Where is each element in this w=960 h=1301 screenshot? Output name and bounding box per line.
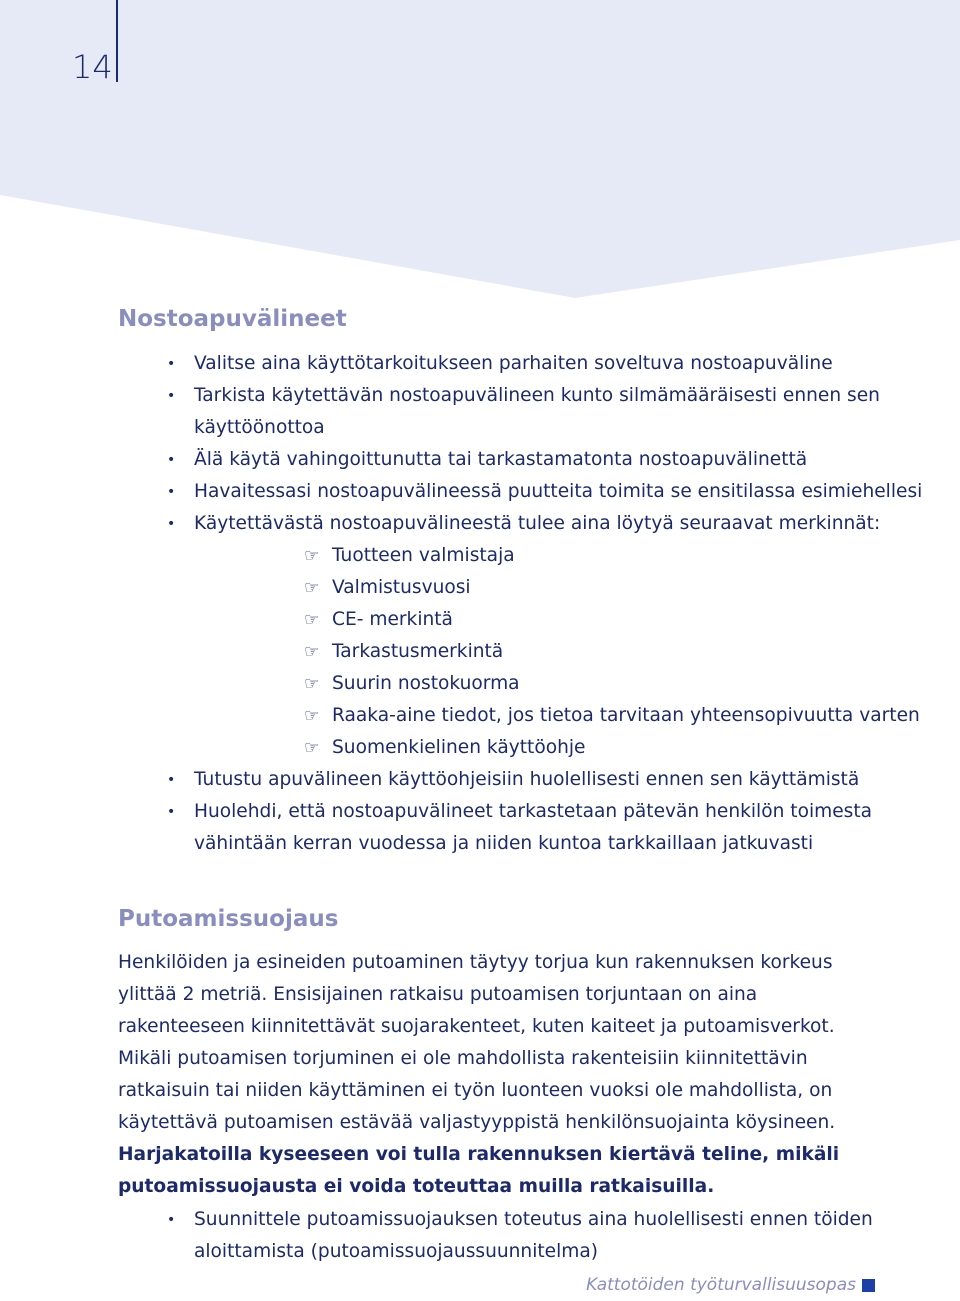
header-band (0, 0, 960, 300)
pointing-hand-icon: ☞ (304, 546, 320, 566)
sublist-item (304, 636, 927, 668)
sublist-item (304, 732, 927, 764)
sublist-item-text: CE- merkintä (332, 609, 453, 630)
sublist-item-text: Valmistusvuosi (332, 577, 471, 598)
list-item-text: Suunnittele putoamissuojauksen toteutus aina huolellisesti ennen töiden aloittamista (putoamissuojaussuunnitelma) (194, 1209, 873, 1262)
pointing-hand-icon: ☞ (304, 706, 320, 726)
sublist-item (304, 572, 927, 604)
bullet-icon: • (167, 772, 176, 788)
pointing-hand-icon: ☞ (304, 642, 320, 662)
list-item-text: Tutustu apuvälineen käyttöohjeisiin huolellisesti ennen sen käyttämistä (194, 769, 860, 790)
list-item (167, 380, 927, 444)
markings-sublist (194, 540, 927, 764)
bullet-icon: • (167, 356, 176, 372)
paragraph-text: Henkilöiden ja esineiden putoaminen täytyy torjua kun rakennuksen korkeus ylittää 2 metriä. Ensisijainen ratkaisu putoamisen torjuntaan on aina rakenteeseen kiinnitettävät suojarakenteet, kuten kaiteet ja putoamisverkot. Mikäli putoamisen torjuminen ei ole mahdollista rakenteisiin kiinnitettävin ratkaisuin tai niiden käyttäminen ei työn luonteen vuoksi ole mahdollista, on käytettävä putoamisen estävää valjastyyppistä henkilönsuojainta köysineen. (118, 952, 836, 1133)
bullet-icon: • (167, 516, 176, 532)
page-number: 14 (72, 48, 113, 86)
section-heading-fall-protection: Putoamissuojaus (118, 906, 339, 932)
fall-protection-list (167, 1204, 927, 1268)
bullet-icon: • (167, 484, 176, 500)
fall-protection-paragraph (118, 947, 878, 1203)
pointing-hand-icon: ☞ (304, 674, 320, 694)
list-item-text: Huolehdi, että nostoapuvälineet tarkastetaan pätevän henkilön toimesta vähintään kerran vuodessa ja niiden kuntoa tarkkaillaan jatkuvasti (194, 801, 873, 854)
sublist-item (304, 668, 927, 700)
bullet-icon: • (167, 804, 176, 820)
sublist-item (304, 604, 927, 636)
pointing-hand-icon: ☞ (304, 738, 320, 758)
sublist-item-text: Suomenkielinen käyttöohje (332, 737, 586, 758)
section-heading-lifting-equipment: Nostoapuvälineet (118, 306, 347, 332)
list-item (167, 476, 927, 508)
list-item (167, 444, 927, 476)
sublist-item (304, 700, 927, 732)
pointing-hand-icon: ☞ (304, 610, 320, 630)
page-number-rule (116, 0, 118, 82)
sublist-item-text: Tuotteen valmistaja (332, 545, 515, 566)
list-item (167, 796, 927, 860)
bullet-icon: • (167, 388, 176, 404)
list-item-text: Valitse aina käyttötarkoitukseen parhaiten soveltuva nostoapuväline (194, 353, 833, 374)
sublist-item-text: Tarkastusmerkintä (332, 641, 504, 662)
sublist-item-text: Raaka-aine tiedot, jos tietoa tarvitaan yhteensopivuutta varten (332, 705, 920, 726)
sublist-item-text: Suurin nostokuorma (332, 673, 520, 694)
list-item-text: Havaitessasi nostoapuvälineessä puutteita toimita se ensitilassa esimiehellesi (194, 481, 923, 502)
lifting-equipment-list (167, 348, 927, 860)
bullet-icon: • (167, 452, 176, 468)
footer-square-icon (862, 1279, 875, 1292)
list-item (167, 348, 927, 380)
list-item-text: Älä käytä vahingoittunutta tai tarkastamatonta nostoapuvälinettä (194, 449, 808, 470)
list-item-text: Tarkista käytettävän nostoapuvälineen kunto silmämääräisesti ennen sen käyttöönottoa (194, 385, 880, 438)
list-item (167, 1204, 927, 1268)
sublist-item (304, 540, 927, 572)
list-item-text: Käytettävästä nostoapuvälineestä tulee aina löytyä seuraavat merkinnät: (194, 513, 881, 534)
pointing-hand-icon: ☞ (304, 578, 320, 598)
bullet-icon: • (167, 1212, 176, 1228)
footer-title: Kattotöiden työturvallisuusopas (586, 1275, 856, 1295)
list-item (167, 508, 927, 764)
paragraph-bold-text: Harjakatoilla kyseeseen voi tulla rakennuksen kiertävä teline, mikäli putoamissuojausta ei voida toteuttaa muilla ratkaisuilla. (118, 1144, 840, 1197)
list-item (167, 764, 927, 796)
